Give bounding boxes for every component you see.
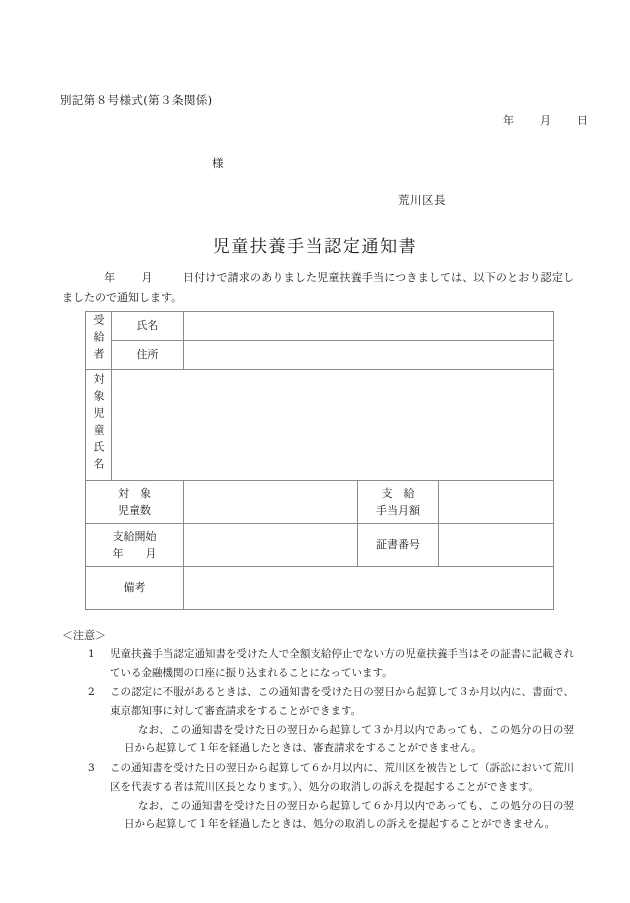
header-date-month: 月 xyxy=(540,114,551,127)
header-date-line xyxy=(503,112,588,128)
remarks-value[interactable] xyxy=(184,567,554,610)
note-number: 1 xyxy=(88,648,95,660)
payment-start-label-line2: 年 月 xyxy=(112,547,157,560)
name-label: 氏名 xyxy=(112,312,184,341)
note-text: 児童扶養手当認定通知書を受けた人で全額支給停止でない方の児童扶養手当はその証書に記載されている金融機関の口座に振り込まれることになっています。 xyxy=(110,648,574,679)
children-names-value[interactable] xyxy=(112,370,554,481)
note-text: この認定に不服があるときは、この通知書を受けた日の翌日から起算して３か月以内に、書面で、東京都知事に対して審査請求をすることができます。 xyxy=(110,686,574,718)
recipient-vertical-label-text: 受給者 xyxy=(92,313,105,365)
note-number: 3 xyxy=(88,762,95,775)
header-date-day: 日 xyxy=(577,114,588,127)
table-row-name xyxy=(86,312,554,341)
table-row-count-payment xyxy=(86,481,554,524)
children-names-vertical-label-text: 対象児童氏名 xyxy=(92,372,105,475)
note-subtext: なお、この通知書を受けた日の翌日から起算して６か月以内であっても、この処分の日の翌日から起算して１年を経過したときは、処分の取消しの訴えを提起することができません。 xyxy=(124,799,574,831)
payment-amount-label xyxy=(358,481,439,524)
intro-paragraph xyxy=(62,268,574,309)
intro-body-text: 日付けで請求のありました児童扶養手当につきましては、以下のとおり認定しましたので通知します。 xyxy=(62,271,575,305)
addressee-honorific: 様 xyxy=(212,156,224,170)
table-row-remarks xyxy=(86,567,554,610)
notes-heading: ＜注意＞ xyxy=(62,629,106,642)
children-count-value[interactable] xyxy=(184,481,358,524)
payment-start-value[interactable] xyxy=(184,524,358,567)
remarks-label: 備考 xyxy=(86,567,184,610)
children-count-label-line1: 対 象 xyxy=(118,486,151,500)
table-row-start-certificate xyxy=(86,524,554,567)
note-item xyxy=(62,683,574,758)
address-label: 住所 xyxy=(112,341,184,370)
children-count-label xyxy=(86,481,184,524)
intro-date-month: 月 xyxy=(141,271,153,284)
intro-date-year: 年 xyxy=(104,271,116,284)
notification-form-table xyxy=(85,311,554,610)
address-value[interactable] xyxy=(184,341,554,370)
children-names-vertical-label xyxy=(86,370,112,481)
payment-amount-label-line1: 支 給 xyxy=(381,486,415,500)
table-row-address xyxy=(86,341,554,370)
recipient-vertical-label xyxy=(86,312,112,370)
note-subtext: なお、この通知書を受けた日の翌日から起算して３か月以内であっても、この処分の日の翌日から起算して１年を経過したときは、審査請求をすることができません。 xyxy=(124,723,574,755)
certificate-number-value[interactable] xyxy=(439,524,554,567)
issuer-name: 荒川区長 xyxy=(398,193,446,207)
note-text: この通知書を受けた日の翌日から起算して６か月以内に、荒川区を被告として（訴訟において荒川区を代表する者は荒川区長となります。）、処分の取消しの訴えを提起することができます。 xyxy=(110,762,574,793)
table-row-children-names xyxy=(86,370,554,481)
document-title: 児童扶養手当認定通知書 xyxy=(212,237,418,257)
notes-section xyxy=(62,627,574,834)
certificate-number-label: 証書番号 xyxy=(358,524,439,567)
payment-start-label xyxy=(86,524,184,567)
payment-amount-value[interactable] xyxy=(439,481,554,524)
payment-start-label-line1: 支給開始 xyxy=(112,529,157,543)
children-count-label-line2: 児童数 xyxy=(118,504,151,517)
header-date-year: 年 xyxy=(503,114,514,127)
payment-amount-label-line2: 手当月額 xyxy=(376,504,420,517)
note-item xyxy=(62,645,574,682)
name-value[interactable] xyxy=(184,312,554,341)
form-number: 別記第８号様式(第３条関係) xyxy=(60,93,213,107)
note-item xyxy=(62,759,574,834)
note-number: 2 xyxy=(88,686,95,699)
